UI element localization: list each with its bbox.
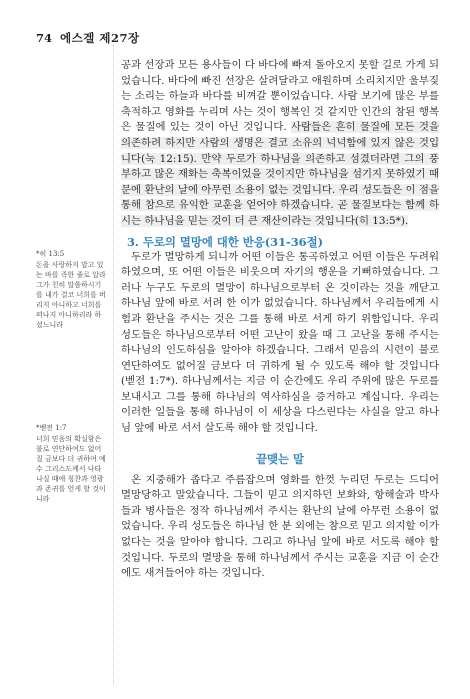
sidenote-ref: *벧전 1:7 <box>36 424 67 432</box>
body-paragraph: 두로가 멸망하게 되니까 어떤 이들은 통곡하였고 어떤 이들은 두려워하였으며, 또 어떤 이들은 비웃으며 자기의 행운을 기뻐하였습니다. 그러나 누구도 두로의 멸망이 하나님으로부터 온 것이라는 것을 깨닫고 하나님 앞에 바로 서려 한 이가 없었습니다. 하나님께서 우리들에게 시험과 환난을 주시는 것은 그를 통해 바로 서게 하기 위함입니다. 우리 성도들은 하나님으로부터 어떤 고난이 왔을 때 그 고난을 통해 주시는 하나님의 인도하심을 알아야 하겠습니다. 그래서 믿음의 시련이 불로 연단하여도 없어질 금보다 더 귀하게 될 수 있도록 해야 할 것입니다(벧전 1:7*). 하나님께서는 지금 이 순간에도 우리 주위에 많은 두로를 보내시고 그를 통해 하나님의 역사하심을 증거하고 계십니다. 우리는 이러한 일들을 통해 하나님이 이 세상을 다스린다는 사실을 알고 하나님 앞에 바로 서서 살도록 해야 할 것입니다. <box>121 250 439 435</box>
paragraph-text: 공과 선장과 모든 용사들이 다 바다에 빠져 돌아오지 못할 길로 가게 되었습니다. 바다에 빠진 선장은 살려달라고 애원하며 소리치지만 울부짖는 소리는 하늘과 바다를 비껴갈 뿐이었습니다. 사람 보기에 많은 부를 축적하고 영화를 누리며 사는 것이 행복인 것 같지만 인간의 참된 행복은 물질에 있는 것이 아닌 것입니다. <box>121 59 439 134</box>
highlighted-text: 사람들은 흔히 물질에 모든 것을 의존하려 하지만 사람의 생명은 결코 소유의 넉넉함에 있지 않은 것입니다(눅 12:15). 만약 두로가 하나님을 의존하고 섬겼더라면 그의 풍부하고 많은 재화는 축복이었을 것이지만 하나님을 섬기지 못하였기 때문에 환난의 날에 아무런 소용이 없는 것입니다. 우리 성도들은 이 점을 통해 참으로 유익한 교훈을 얻어야 하겠습니다. 곧 물질보다는 함께 하시는 하나님을 믿는 것이 더 큰 재산이라는 것입니다(히 13:5*). <box>121 121 439 227</box>
sidenote-hebrews <box>36 249 108 330</box>
body-paragraph: 온 지중해가 좁다고 주름잡으며 영화를 한껏 누리던 두로는 드디어 멸망당하고 말았습니다. 그들이 믿고 의지하던 보화와, 항해술과 박사들과 병사들은 정작 하나님께서 주시는 환난의 날에 아무런 소용이 없었습니다. 우리 성도들은 하나님 한 분 외에는 참으로 믿고 의지할 이가 없다는 것을 알아야 합니다. 그리고 하나님 앞에 바로 서도록 해야 할 것입니다. 두로의 멸망을 통해 하나님께서 주시는 교훈을 지금 이 순간에도 새겨들어야 하는 것입니다. <box>121 473 439 580</box>
sidenote-text: 너희 믿음의 확실함은 불로 연단하여도 없어질 금보다 더 귀하여 예수 그리스도께서 나타나실 때에 칭찬과 영광과 존귀를 얻게 할 것이니라 <box>36 435 106 503</box>
sidenote-ref: *히 13:5 <box>36 250 65 258</box>
sidenote-1peter <box>36 423 108 504</box>
closing-heading: 끝맺는 말 <box>256 451 304 466</box>
margin-divider <box>113 45 115 685</box>
page-header <box>36 30 140 46</box>
section-heading: 3. 두로의 멸망에 대한 반응(31-36절) <box>127 234 323 249</box>
page-number: 74 <box>36 31 53 45</box>
running-title: 에스겔 제27장 <box>60 31 140 45</box>
body-paragraph <box>121 58 439 230</box>
main-text <box>121 58 439 582</box>
sidenote-text: 돈을 사랑하지 말고 있는 바를 족한 줄로 알라 그가 친히 말씀하시기를 내가 결코 너희를 버리지 아니하고 너희를 떠나지 아니하리라 하셨느니라 <box>36 261 106 329</box>
